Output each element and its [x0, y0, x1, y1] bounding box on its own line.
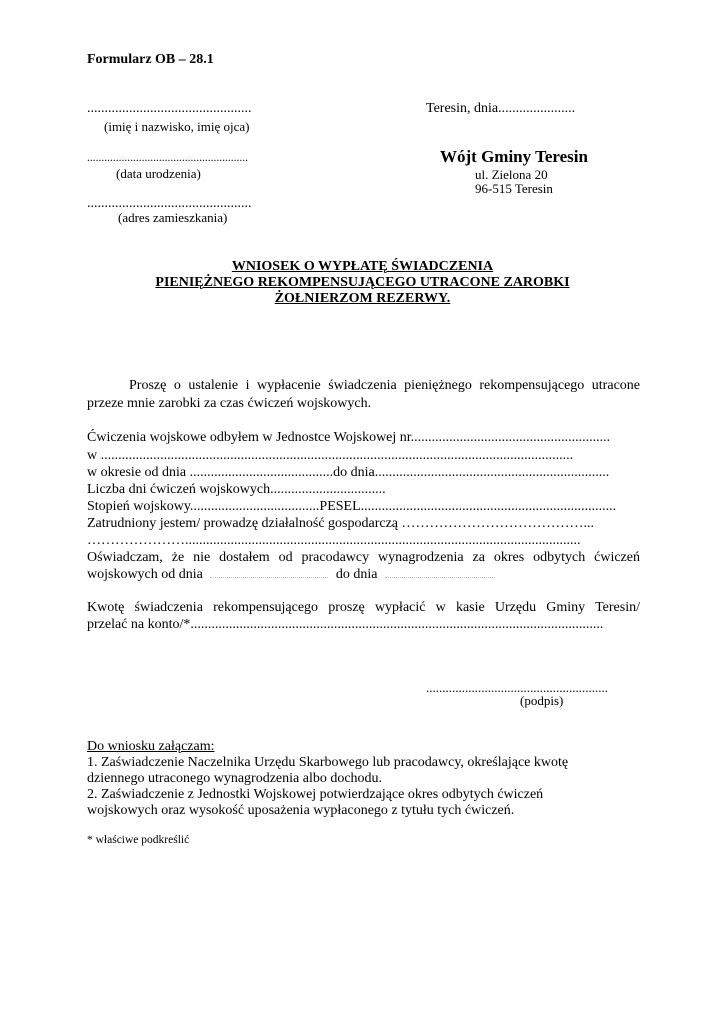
statement-from-date-input[interactable]	[210, 576, 328, 578]
attachment-line-3: 2. Zaświadczenie z Jednostki Wojskowej potwierdzające okres odbytych ćwiczeń	[87, 787, 544, 802]
form-id: Formularz OB – 28.1	[87, 52, 214, 67]
statement-line-2	[87, 566, 640, 584]
statement-to-date-input[interactable]	[385, 576, 495, 578]
attachment-line-2: dziennego utraconego wynagrodzenia albo dochodu.	[87, 771, 383, 786]
birth-date-field[interactable]: ........................................................	[87, 152, 248, 164]
attachment-line-1: 1. Zaświadczenie Naczelnika Urzędu Skarbowego lub pracodawcy, określające kwotę	[87, 755, 569, 770]
address-label: (adres zamieszkania)	[118, 210, 228, 225]
employment-field[interactable]: Zatrudniony jestem/ prowadzę działalność gospodarczą …………………………………...	[87, 516, 594, 531]
recipient-street: ul. Zielona 20	[475, 167, 548, 182]
intro-line-1: Proszę o ustalenie i wypłacenie świadczenia pieniężnego rekompensującego utracone	[129, 378, 640, 393]
military-unit-field[interactable]: Ćwiczenia wojskowe odbyłem w Jednostce Wojskowej nr.........................................................	[87, 430, 611, 445]
signature-field[interactable]: ........................................................	[426, 680, 608, 695]
name-field[interactable]: ...............................................	[87, 101, 252, 116]
birth-date-label: (data urodzenia)	[116, 166, 201, 181]
signature-label: (podpis)	[520, 693, 564, 708]
rank-pesel-field[interactable]: Stopień wojskowy.....................................PESEL.........................................................................	[87, 499, 617, 514]
recipient-title: Wójt Gminy Teresin	[440, 147, 588, 166]
statement-line-1: Oświadczam, że nie dostałem od pracodawcy wynagrodzenia za okres odbytych ćwiczeń	[87, 550, 640, 565]
statement-to-label: do dnia	[335, 567, 378, 582]
payment-line-1: Kwotę świadczenia rekompensującego proszę wypłacić w kasie Urzędu Gminy Teresin/	[87, 600, 640, 615]
statement-from-label: wojskowych od dnia	[87, 567, 203, 582]
address-field[interactable]: ...............................................	[87, 196, 252, 211]
intro-line-2: przeze mnie zarobki za czas ćwiczeń wojskowych.	[87, 396, 372, 411]
heading-line-3: ŻOŁNIERZOM REZERWY.	[274, 291, 451, 306]
name-label: (imię i nazwisko, imię ojca)	[104, 119, 250, 134]
footnote: * właściwe podkreślić	[87, 834, 190, 846]
exercise-period-field[interactable]: w okresie od dnia .........................................do dnia...................................................................	[87, 465, 610, 480]
recipient-city: 96-515 Teresin	[475, 181, 553, 196]
heading-line-2: PIENIĘŻNEGO REKOMPENSUJĄCEGO UTRACONE ZAROBKI	[155, 275, 570, 290]
payment-account-field[interactable]: przelać na konto/*......................................................................................................................	[87, 617, 604, 632]
attachment-line-4: wojskowych oraz wysokość uposażenia wypłaconego z tytułu tych ćwiczeń.	[87, 803, 515, 818]
place-date-field[interactable]: Teresin, dnia......................	[426, 101, 576, 116]
employment-continuation-field[interactable]: ………………….................................................................................................................	[87, 533, 581, 548]
unit-location-field[interactable]: w .......................................................................................................................................	[87, 448, 574, 463]
attachments-heading: Do wniosku załączam:	[87, 739, 215, 754]
exercise-days-field[interactable]: Liczba dni ćwiczeń wojskowych.................................	[87, 482, 386, 497]
heading-line-1: WNIOSEK O WYPŁATĘ ŚWIADCZENIA	[231, 259, 494, 274]
